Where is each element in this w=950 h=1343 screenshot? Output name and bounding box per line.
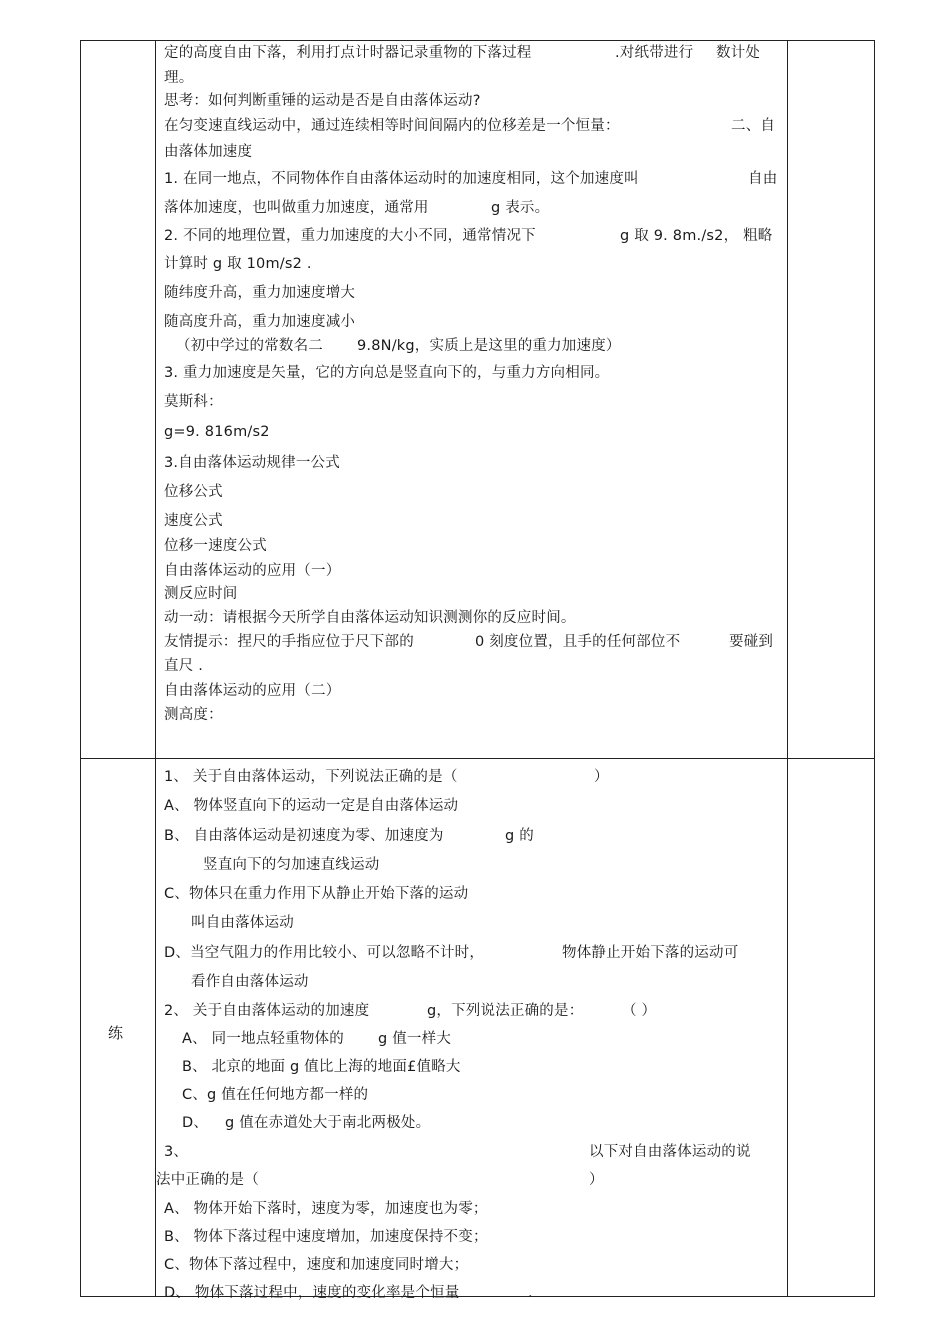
lesson-line: 莫斯科： <box>164 394 223 410</box>
practice-line: 以下对自由落体运动的说 <box>589 1144 751 1160</box>
practice-line: 看作自由落体运动 <box>191 974 309 990</box>
lesson-line: 在匀变速直线运动中，通过连续相等时间间隔内的位移差是一个恒量： <box>164 118 620 134</box>
lesson-line: 测高度： <box>164 707 223 723</box>
practice-line: C、g 值在任何地方都一样的 <box>182 1087 369 1103</box>
lesson-line: 1. 在同一地点，不同物体作自由落体运动时的加速度相同，这个加速度叫 <box>164 171 639 187</box>
lesson-line: 理。 <box>164 70 194 86</box>
table-border-right <box>874 40 875 1297</box>
practice-line: C、物体下落过程中，速度和加速度同时增大； <box>164 1257 469 1273</box>
practice-line: D、 物体下落过程中，速度的变化率是个恒量 <box>164 1285 460 1301</box>
practice-line: 3、 <box>164 1144 189 1160</box>
practice-section-label: 练 <box>108 1024 124 1042</box>
lesson-line: 随纬度升高，重力加速度增大 <box>164 285 356 301</box>
lesson-line: 2. 不同的地理位置，重力加速度的大小不同，通常情况下 <box>164 228 536 244</box>
lesson-line: 自由落体运动的应用（二） <box>164 683 341 699</box>
lesson-line: 3. 重力加速度是矢量，它的方向总是竖直向下的，与重力方向相同。 <box>164 365 610 381</box>
lesson-line: 动一动：请根据今天所学自由落体运动知识测测你的反应时间。 <box>164 610 576 626</box>
lesson-line: 思考：如何判断重锤的运动是否是自由落体运动? <box>164 93 481 109</box>
practice-line: A、 同一地点轻重物体的 <box>182 1031 344 1047</box>
practice-line: 竖直向下的匀加速直线运动 <box>203 857 380 873</box>
table-divider-notes <box>787 40 788 1297</box>
lesson-line: 0 刻度位置，且手的任何部位不 <box>475 634 681 650</box>
lesson-line: 要碰到 <box>729 634 774 650</box>
table-border-top <box>80 40 875 41</box>
practice-line: g 值在赤道处大于南北两极处。 <box>225 1115 431 1131</box>
practice-line: 1、 关于自由落体运动，下列说法正确的是（ <box>164 769 458 785</box>
practice-line: g 的 <box>505 828 534 844</box>
practice-line: g，下列说法正确的是： <box>427 1003 584 1019</box>
practice-line: D、 <box>182 1115 209 1131</box>
lesson-line: g=9. 816m/s2 <box>164 424 270 440</box>
practice-line: B、 北京的地面 g 值比上海的地面£值略大 <box>182 1059 461 1075</box>
lesson-line: g 表示。 <box>491 200 550 216</box>
practice-line: 法中正确的是（ <box>156 1172 259 1188</box>
lesson-line: 随高度升高，重力加速度减小 <box>164 314 356 330</box>
practice-line: ） <box>594 769 609 785</box>
practice-line: g 值一样大 <box>378 1031 452 1047</box>
lesson-line: （初中学过的常数名二 <box>176 338 323 354</box>
lesson-line: 位移一速度公式 <box>164 538 267 554</box>
practice-line: D、当空气阻力的作用比较小、可以忽略不计时， <box>164 945 485 961</box>
lesson-line: 定的高度自由下落，利用打点计时器记录重物的下落过程 <box>164 45 532 61</box>
table-border-left <box>80 40 81 1297</box>
practice-line: ） <box>589 1172 604 1188</box>
lesson-line: 数计处 <box>716 45 761 61</box>
lesson-line: 直尺 . <box>164 658 204 674</box>
lesson-line: 9.8N/kg，实质上是这里的重力加速度） <box>357 338 621 354</box>
table-divider-label <box>155 40 156 1297</box>
lesson-line: g 取 9. 8m./s2， 粗略 <box>620 228 773 244</box>
practice-line: . <box>528 1285 533 1301</box>
lesson-line: 落体加速度，也叫做重力加速度，通常用 <box>164 200 429 216</box>
lesson-line: 位移公式 <box>164 484 223 500</box>
lesson-line: 速度公式 <box>164 513 223 529</box>
practice-line: 叫自由落体运动 <box>191 915 294 931</box>
practice-line: A、 物体开始下落时，速度为零，加速度也为零； <box>164 1201 488 1217</box>
lesson-line: 测反应时间 <box>164 586 238 602</box>
lesson-line: 二、自 <box>731 118 776 134</box>
lesson-line: 友情提示：捏尺的手指应位于尺下部的 <box>164 634 414 650</box>
practice-line: B、 物体下落过程中速度增加，加速度保持不变； <box>164 1229 488 1245</box>
lesson-line: 自由落体运动的应用（一） <box>164 563 341 579</box>
lesson-line: 3.自由落体运动规律一公式 <box>164 455 340 471</box>
practice-line: （ ） <box>622 1003 657 1019</box>
lesson-line: 由落体加速度 <box>164 144 253 160</box>
practice-line: 2、 关于自由落体运动的加速度 <box>164 1003 370 1019</box>
practice-line: B、 自由落体运动是初速度为零、加速度为 <box>164 828 444 844</box>
table-row-divider <box>80 758 875 759</box>
lesson-line: 计算时 g 取 10m/s2 . <box>164 256 312 272</box>
practice-line: C、物体只在重力作用下从静止开始下落的运动 <box>164 886 469 902</box>
practice-line: 物体静止开始下落的运动可 <box>562 945 739 961</box>
lesson-line: 自由 <box>748 171 778 187</box>
lesson-line: .对纸带进行 <box>615 45 694 61</box>
practice-line: A、 物体竖直向下的运动一定是自由落体运动 <box>164 798 459 814</box>
